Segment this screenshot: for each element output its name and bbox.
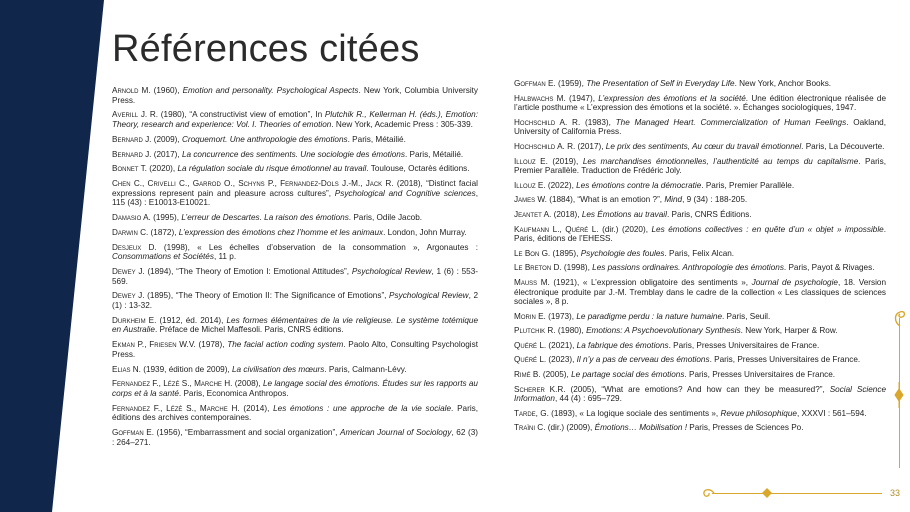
- reference-publisher: . Paris, Premier Parallèle. Traduction de Frédéric Joly.: [514, 156, 886, 176]
- reference-entry: [514, 157, 886, 176]
- reference-publisher: Paris, Presses de Sciences Po.: [686, 423, 804, 433]
- reference-details: (1998),: [561, 263, 593, 273]
- reference-title: The Managed Heart. Commercialization of Human Feelings: [615, 117, 847, 127]
- reference-publisher: . Paris, CNRS Éditions.: [666, 209, 752, 219]
- reference-author: Morin E.: [514, 311, 546, 321]
- reference-title: Emotion and personality. Psychological Aspects: [182, 86, 359, 95]
- ornament-curl-icon: [700, 486, 716, 500]
- reference-details: (2020),: [146, 164, 178, 174]
- reference-publisher: . New York, Anchor Books.: [734, 79, 832, 88]
- reference-details: (2008),: [232, 379, 263, 389]
- reference-author: Bernard J.: [112, 149, 152, 159]
- navy-side-band: [0, 0, 104, 512]
- reference-details: (1960),: [150, 86, 183, 95]
- reference-details: (1947),: [565, 93, 599, 103]
- reference-details: (1959),: [555, 79, 587, 88]
- reference-entry: [514, 142, 886, 152]
- reference-title: The facial action coding system: [227, 340, 344, 350]
- reference-publisher: . Paris, éditions de l’EHESS.: [514, 224, 887, 244]
- reference-details: (2005), “What are emotions? And how can they be measured?”,: [565, 384, 830, 394]
- reference-author: Rimé B.: [514, 370, 541, 380]
- reference-entry: [514, 370, 886, 380]
- reference-author: Ekman P., Friesen W.V.: [112, 340, 196, 350]
- reference-author: Tarde, G.: [514, 408, 549, 418]
- reference-entry: [514, 249, 886, 259]
- reference-entry: [112, 316, 478, 335]
- reference-publisher: . Paris, Felix Alcan.: [664, 248, 735, 258]
- reference-publisher: . New York, Harper & Row.: [740, 326, 838, 336]
- reference-title: Les Émotions au travail: [581, 209, 667, 219]
- reference-details: (dir.) (2020),: [598, 224, 652, 234]
- reference-author: Kaufmann L., Quéré L.: [514, 224, 599, 234]
- reference-entry: [514, 225, 886, 244]
- reference-details: (1872),: [148, 227, 179, 237]
- reference-entry: [112, 404, 478, 423]
- reference-publisher: . Paris, La Découverte.: [801, 141, 885, 151]
- reference-entry: [514, 118, 886, 137]
- reference-title: La concurrence des sentiments. Une sociologie des émotions: [181, 149, 405, 159]
- reference-publisher: . Paris, Presses Universitaires de France.: [684, 370, 836, 380]
- reference-title: Les passions ordinaires. Anthropologie des émotions: [592, 263, 784, 273]
- reference-entry: [112, 365, 478, 375]
- reference-details: (2014),: [239, 403, 274, 413]
- reference-entry: [112, 213, 478, 223]
- reference-title: Les émotions contre la démocratie: [576, 180, 702, 190]
- ornament-diamond-small-icon: [760, 487, 774, 499]
- reference-title: Le paradigme perdu : la nature humaine: [576, 311, 722, 321]
- reference-entry: [514, 278, 886, 307]
- reference-entry: [112, 179, 478, 208]
- reference-entry: [514, 385, 886, 404]
- reference-title: Revue philosophique: [720, 408, 797, 418]
- reference-title: L’expression des émotions chez l’homme et les animaux: [178, 227, 384, 237]
- reference-title: Journal de psychologie: [751, 277, 838, 287]
- reference-publisher: , 62 (3) : 264–271.: [112, 428, 478, 447]
- reference-entry: [112, 428, 478, 447]
- reference-entry: [112, 86, 478, 105]
- reference-details: (2022),: [545, 180, 577, 190]
- reference-author: James W.: [514, 195, 547, 205]
- reference-details: (1884), “What is an emotion ?”,: [546, 195, 665, 205]
- reference-details: (2021),: [546, 340, 577, 350]
- reference-author: Dewey J.: [112, 291, 145, 301]
- reference-title: Croquemort. Une anthropologie des émotions: [181, 134, 348, 144]
- reference-author: Dewey J.: [112, 267, 145, 276]
- reference-publisher: . Paris, Odile Jacob.: [348, 213, 423, 223]
- reference-entry: [514, 326, 886, 336]
- reference-publisher: . New York, Academic Press : 305-339.: [331, 119, 473, 129]
- reference-publisher: . Préface de Michel Maffesoli. Paris, CNRS éditions.: [154, 325, 344, 335]
- reference-title: La civilisation des mœurs: [231, 364, 325, 374]
- reference-title: Psychologie des foules: [580, 248, 665, 258]
- decorative-bottom-line: [712, 493, 882, 494]
- reference-entry: [112, 291, 478, 310]
- reference-details: (1980),: [555, 326, 587, 336]
- reference-author: Le Breton D.: [514, 263, 562, 273]
- reference-publisher: , 18. Version électronique produite par J.-M. Tremblay dans le cadre de la collection « Les classiques de sciences sociales », 8 p.: [514, 277, 887, 307]
- reference-author: Quéré L.: [514, 355, 547, 365]
- reference-publisher: . Paris, Presses Universitaires de France.: [668, 340, 820, 350]
- reference-entry: [514, 263, 886, 273]
- reference-details: (1956), “Embarrassment and social organization”,: [154, 428, 341, 438]
- reference-details: (1978),: [195, 340, 228, 350]
- page-number: 33: [890, 488, 901, 498]
- reference-author: Jeantet A.: [514, 209, 552, 219]
- reference-author: Bernard J.: [112, 134, 152, 144]
- reference-publisher: , 9 (34) : 188-205.: [682, 195, 748, 205]
- reference-title: Psychological Review: [389, 291, 469, 301]
- reference-publisher: . Oakland, University of California Press.: [514, 117, 886, 137]
- reference-entry: [112, 340, 478, 359]
- reference-publisher: . Paris, Seuil.: [722, 311, 771, 321]
- reference-author: Fernandez F., Lézé S., Marche H.: [112, 379, 233, 389]
- reference-details: (1980), “A constructivist view of emotion”, In: [158, 110, 325, 120]
- reference-title: Il n’y a pas de cerveau des émotions: [576, 355, 710, 365]
- reference-publisher: , 115 (43) : E10013-E10021.: [112, 188, 478, 208]
- reference-entry: [112, 267, 478, 286]
- reference-details: (dir.) (2009),: [545, 423, 595, 433]
- ornament-diamond-icon: [891, 380, 907, 410]
- reference-author: Bonnet T.: [112, 164, 147, 174]
- reference-publisher: , 2 (1) : 13-32.: [112, 291, 478, 310]
- reference-publisher: . Paris, Calmann-Lévy.: [324, 364, 407, 374]
- reference-entry: [514, 312, 886, 322]
- reference-details: (2005),: [540, 370, 572, 380]
- reference-publisher: , XXXVI : 561–594.: [796, 408, 867, 418]
- reference-publisher: . Paolo Alto, Consulting Psychologist Press.: [112, 340, 478, 359]
- reference-entry: [112, 228, 478, 238]
- reference-details: (1939, édition de 2009),: [140, 364, 232, 374]
- reference-entry: [112, 379, 478, 398]
- reference-title: La fabrique des émotions: [576, 340, 669, 350]
- reference-entry: [514, 409, 886, 419]
- reference-author: Le Bon G.: [514, 248, 551, 258]
- references-right-column: [514, 79, 886, 438]
- reference-entry: [514, 195, 886, 205]
- reference-author: Illouz E.: [514, 180, 546, 190]
- reference-author: Hochschild A. R.: [514, 117, 581, 127]
- reference-entry: [514, 94, 886, 113]
- reference-title: La régulation sociale du risque émotionnel au travail: [177, 164, 367, 174]
- reference-publisher: . Paris, Métailié.: [404, 149, 464, 159]
- reference-author: Goffman E.: [514, 79, 556, 88]
- reference-author: Plutchik R.: [514, 326, 556, 336]
- reference-details: (2009),: [151, 134, 182, 144]
- reference-title: Les marchandises émotionnelles, l’authenticité au temps du capitalisme: [582, 156, 859, 166]
- reference-author: Darwin C.: [112, 227, 149, 237]
- reference-title: Psychological Review: [351, 267, 432, 276]
- reference-author: Durkheim E.: [112, 315, 157, 325]
- reference-author: Desjeux D.: [112, 242, 157, 252]
- reference-details: (2023),: [546, 355, 577, 365]
- reference-entry: [514, 355, 886, 365]
- reference-details: (1895),: [550, 248, 581, 258]
- reference-publisher: . Toulouse, Octarès éditions.: [366, 164, 470, 174]
- reference-author: Elias N.: [112, 364, 141, 374]
- ornament-swirl-icon: [890, 304, 910, 328]
- reference-author: Illouz E.: [514, 156, 548, 166]
- reference-author: Traïni C.: [514, 423, 546, 433]
- reference-title: Psychological and Cognitive sciences: [334, 188, 476, 198]
- reference-publisher: . Paris, Economica Anthropos.: [178, 388, 289, 398]
- reference-entry: [112, 110, 478, 129]
- reference-title: Consommations et Sociétés: [112, 252, 214, 262]
- reference-title: Social Science Information: [514, 384, 887, 404]
- reference-title: Mind: [664, 195, 683, 205]
- reference-title: The Presentation of Self in Everyday Life: [586, 79, 735, 88]
- reference-details: (1998), « Les échelles d’observation de la consommation », Argonautes :: [156, 242, 478, 252]
- reference-publisher: . New York, Columbia University Press.: [112, 86, 479, 105]
- reference-author: Hochschild A. R.: [514, 141, 576, 151]
- reference-title: Le langage social des émotions. Études sur les rapports au corps et à la santé: [112, 379, 478, 398]
- reference-title: Les émotions collectives : en quête d’un « objet » impossible: [651, 224, 884, 234]
- reference-title: Émotions… Mobilisation !: [594, 423, 687, 433]
- reference-title: Les émotions : une approche de la vie sociale: [273, 403, 452, 413]
- reference-details: (2019),: [547, 156, 583, 166]
- page-title: Références citées: [112, 28, 420, 70]
- reference-title: Le prix des sentiments, Au cœur du travail émotionnel: [605, 141, 802, 151]
- reference-title: Le partage social des émotions: [571, 370, 685, 380]
- reference-author: Mauss M.: [514, 277, 550, 287]
- reference-entry: [514, 423, 886, 433]
- reference-details: (1894), “The Theory of Emotion I: Emotional Attitudes”,: [144, 267, 352, 276]
- reference-title: Emotions: A Psychoevolutionary Synthesis: [586, 326, 741, 336]
- reference-entry: [112, 135, 478, 145]
- reference-author: Chen C., Crivelli C., Garrod O., Schyns P., Fernandez-Dols J.-M., Jack R.: [112, 179, 394, 189]
- reference-title: American Journal of Sociology: [340, 428, 452, 438]
- reference-details: (1893), « La logique sociale des sentiments »,: [548, 408, 721, 418]
- reference-details: (1895), “The Theory of Emotion II: The Significance of Emotions”,: [144, 291, 390, 301]
- reference-publisher: , 1 (6) : 553-569.: [112, 267, 478, 286]
- reference-entry: [112, 243, 478, 262]
- reference-entry: [514, 181, 886, 191]
- reference-entry: [112, 164, 478, 174]
- reference-publisher: . London, John Murray.: [383, 227, 467, 237]
- reference-details: (2017),: [151, 149, 182, 159]
- reference-publisher: , 11 p.: [213, 252, 237, 262]
- reference-entry: [514, 79, 886, 89]
- reference-publisher: . Paris, Métailié.: [347, 134, 406, 144]
- reference-entry: [514, 210, 886, 220]
- reference-title: Plutchik R., Kellerman H. (éds.), Emotion: Theory, research and experience: Vol. I. Theories of emotion: [112, 110, 478, 129]
- reference-publisher: . Paris, Payot & Rivages.: [783, 263, 875, 273]
- reference-details: (2018), “Distinct facial expressions represent pain and pleasure across cultures”,: [112, 179, 478, 198]
- reference-author: Fernandez F., Lézé S., Marche H.: [112, 403, 240, 413]
- reference-author: Arnold M.: [112, 86, 151, 95]
- reference-publisher: . Paris, Presses Universitaires de France.: [709, 355, 861, 365]
- reference-entry: [514, 341, 886, 351]
- reference-author: Halbwachs M.: [514, 93, 566, 103]
- reference-details: (2017),: [575, 141, 606, 151]
- reference-details: (1973),: [545, 311, 577, 321]
- reference-details: (1921), « L’expression obligatoire des sentiments »,: [549, 277, 752, 287]
- reference-details: (1983),: [580, 117, 616, 127]
- reference-author: Quéré L.: [514, 340, 547, 350]
- reference-author: Averill J. R.: [112, 110, 159, 120]
- reference-author: Damasio A.: [112, 213, 151, 223]
- reference-details: (1912, éd. 2014),: [156, 315, 227, 325]
- reference-title: Les formes élémentaires de la vie religieuse. Le système totémique en Australie: [112, 315, 478, 335]
- reference-publisher: . Paris, Premier Parallèle.: [701, 180, 795, 190]
- reference-entry: [112, 150, 478, 160]
- reference-publisher: . Une édition électronique réalisée de l’article posthume « L’expression des émotions et la société. ». Échanges sociologiques, 1947.: [514, 93, 887, 113]
- reference-title: L’expression des émotions et la société: [598, 93, 746, 103]
- reference-publisher: , 44 (4) : 695–729.: [554, 394, 622, 404]
- reference-publisher: . Paris, éditions des archives contemporaines.: [112, 403, 479, 423]
- reference-title: L’erreur de Descartes. La raison des émotions: [181, 213, 349, 223]
- reference-details: (2018),: [551, 209, 582, 219]
- reference-author: Goffman E.: [112, 428, 154, 438]
- references-left-column: [112, 86, 478, 452]
- reference-author: Scherer K.R.: [514, 384, 566, 394]
- reference-details: (1995),: [150, 213, 182, 223]
